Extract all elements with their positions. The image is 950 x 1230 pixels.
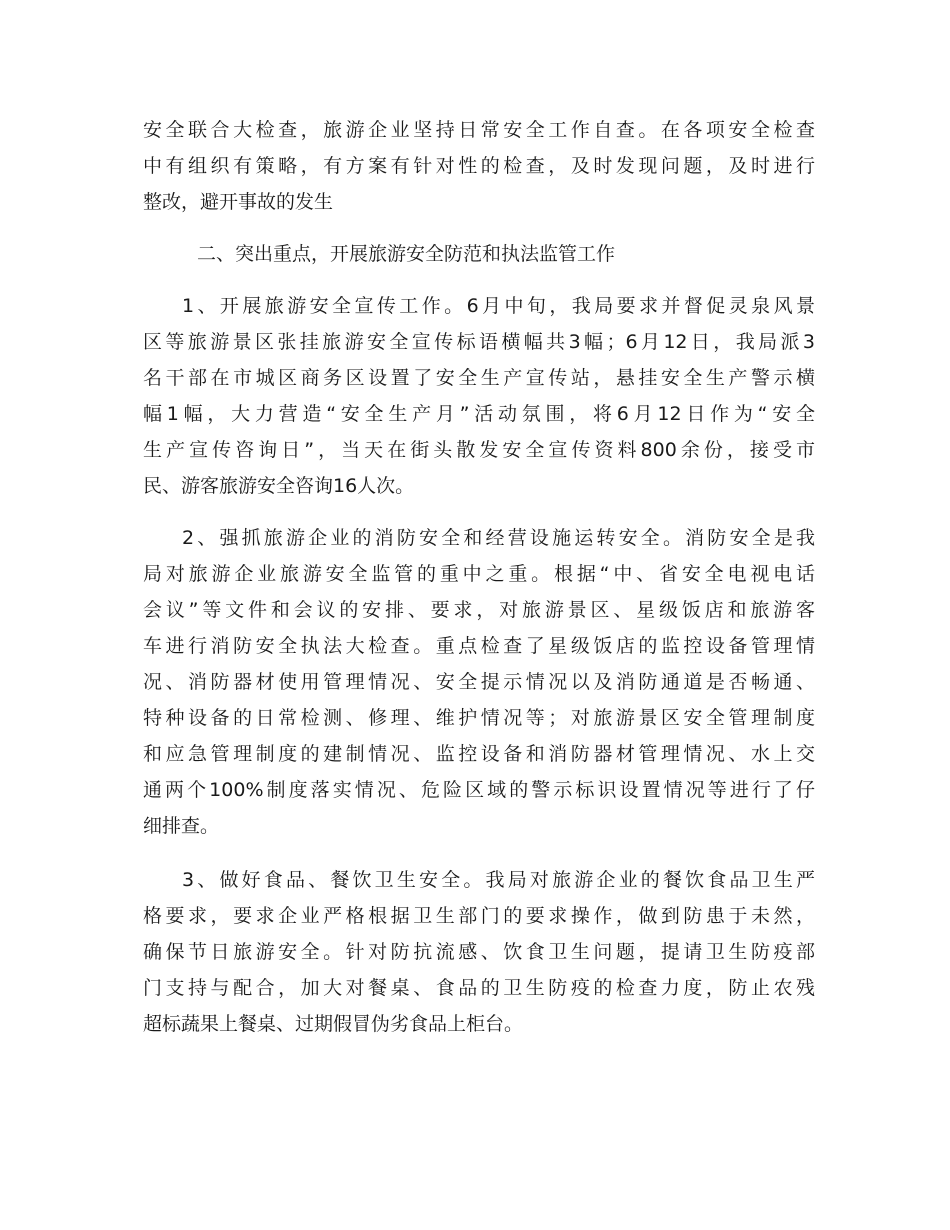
paragraph-1-line-5: 生产宣传咨询日”，当天在街头散发安全宣传资料800余份，接受市 (143, 439, 815, 461)
paragraph-2-line-7: 和应急管理制度的建制情况、监控设备和消防器材管理情况、水上交 (143, 743, 815, 765)
paragraph-1-line-2: 区等旅游景区张挂旅游安全宣传标语横幅共3幅；6月12日，我局派3 (143, 331, 815, 353)
paragraph-1-line-6: 民、游客旅游安全咨询16人次。 (143, 475, 415, 497)
paragraph-3-line-2: 格要求，要求企业严格根据卫生部门的要求操作，做到防患于未然， (143, 905, 815, 927)
paragraph-0-line-2: 中有组织有策略，有方案有针对性的检查，及时发现问题，及时进行 (143, 155, 815, 177)
paragraph-1-line-3: 名干部在市城区商务区设置了安全生产宣传站，悬挂安全生产警示横 (143, 367, 815, 389)
paragraph-2-line-4: 车进行消防安全执法大检查。重点检查了星级饭店的监控设备管理情 (143, 635, 815, 657)
paragraph-2-line-5: 况、消防器材使用管理情况、安全提示情况以及消防通道是否畅通、 (143, 671, 815, 693)
paragraph-3-line-4: 门支持与配合，加大对餐桌、食品的卫生防疫的检查力度，防止农残 (143, 977, 815, 999)
paragraph-2-line-8: 通两个100%制度落实情况、危险区域的警示标识设置情况等进行了仔 (143, 779, 815, 801)
paragraph-2-line-2: 局对旅游企业旅游安全监管的重中之重。根据“中、省安全电视电话 (143, 563, 815, 585)
paragraph-2-line-1: 2、强抓旅游企业的消防安全和经营设施运转安全。消防安全是我 (182, 527, 815, 549)
paragraph-3-line-3: 确保节日旅游安全。针对防抗流感、饮食卫生问题，提请卫生防疫部 (143, 941, 815, 963)
paragraph-2-line-3: 会议”等文件和会议的安排、要求，对旅游景区、星级饭店和旅游客 (143, 599, 815, 621)
paragraph-1-line-4: 幅1幅，大力营造“安全生产月”活动氛围，将6月12日作为“安全 (143, 403, 815, 425)
paragraph-3-line-1: 3、做好食品、餐饮卫生安全。我局对旅游企业的餐饮食品卫生严 (182, 869, 815, 891)
paragraph-2-line-9: 细排查。 (143, 815, 220, 837)
paragraph-2-line-6: 特种设备的日常检测、修理、维护情况等；对旅游景区安全管理制度 (143, 707, 815, 729)
paragraph-1-line-1: 1、开展旅游安全宣传工作。6月中旬，我局要求并督促灵泉风景 (182, 295, 815, 317)
paragraph-0-line-3: 整改，避开事故的发生 (143, 191, 334, 213)
paragraph-3-line-5: 超标蔬果上餐桌、过期假冒伪劣食品上柜台。 (143, 1013, 524, 1035)
paragraph-0-line-1: 安全联合大检查，旅游企业坚持日常安全工作自查。在各项安全检查 (143, 119, 815, 141)
section-heading: 二、突出重点，开展旅游安全防范和执法监管工作 (197, 243, 616, 265)
